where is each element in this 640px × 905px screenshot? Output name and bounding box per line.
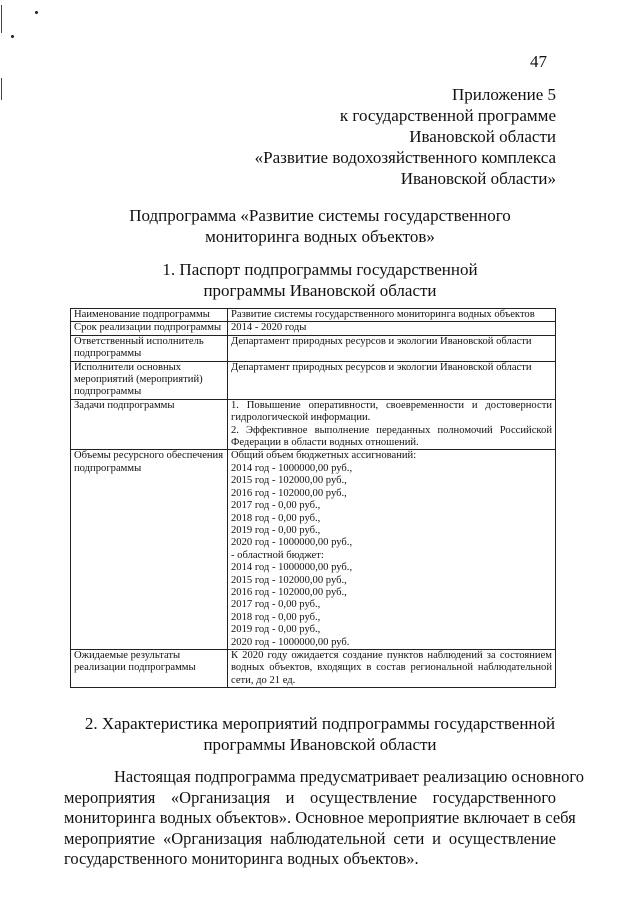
body-paragraph bbox=[64, 767, 584, 870]
row-value bbox=[228, 399, 556, 450]
page-number: 47 bbox=[530, 52, 547, 71]
row-label: Исполнители основных мероприятий (мероприятий) подпрограммы bbox=[71, 361, 228, 399]
row-value: Развитие системы государственного мониторинга водных объектов bbox=[228, 309, 556, 322]
row-label: Задачи подпрограммы bbox=[71, 399, 228, 450]
table-row bbox=[71, 361, 556, 399]
section-2-heading-line: программы Ивановской области bbox=[203, 735, 437, 754]
row-value: К 2020 году ожидается создание пунктов наблюдений за состоянием водных объектов, входящих в состав региональной наблюдательной сети, до 21 ед. bbox=[228, 649, 556, 687]
table-row bbox=[71, 322, 556, 335]
funding-line: 2017 год - 0,00 руб., bbox=[231, 599, 321, 611]
row-label: Объемы ресурсного обеспечения подпрограммы bbox=[71, 450, 228, 650]
scan-speck bbox=[11, 35, 14, 38]
funding-line: - областной бюджет: bbox=[231, 549, 324, 561]
task-item: 2. Эффективное выполнение переданных полномочий Российской Федерации в области водных отношений. bbox=[231, 424, 552, 449]
section-1-heading bbox=[0, 259, 640, 301]
row-label: Наименование подпрограммы bbox=[71, 309, 228, 322]
appendix-header bbox=[255, 84, 556, 189]
funding-line: 2017 год - 0,00 руб., bbox=[231, 500, 321, 512]
row-label: Ожидаемые результаты реализации подпрограммы bbox=[71, 649, 228, 687]
paragraph-line: государственного мониторинга водных объектов». bbox=[64, 849, 419, 868]
section-2-heading-line: 2. Характеристика мероприятий подпрограммы государственной bbox=[84, 714, 556, 733]
subprogram-title-line: Подпрограмма «Развитие системы государственного bbox=[129, 206, 511, 225]
scan-margin-mark bbox=[1, 5, 2, 33]
table-row bbox=[71, 399, 556, 450]
paragraph-line: Настоящая подпрограмма предусматривает реализацию основного bbox=[114, 767, 584, 786]
scan-margin-mark bbox=[1, 78, 2, 100]
funding-line: 2018 год - 0,00 руб., bbox=[231, 512, 321, 524]
row-value bbox=[228, 450, 556, 650]
paragraph-line: мероприятие «Организация наблюдательной сети и осуществление bbox=[64, 828, 556, 848]
task-item: 1. Повышение оперативности, своевременности и достоверности гидрологической информации. bbox=[231, 399, 552, 424]
funding-line: 2015 год - 102000,00 руб., bbox=[231, 574, 347, 586]
row-value: 2014 - 2020 годы bbox=[228, 322, 556, 335]
scan-speck bbox=[35, 11, 38, 14]
subprogram-title-line: мониторинга водных объектов» bbox=[205, 227, 435, 246]
appendix-line: Ивановской области bbox=[409, 127, 556, 146]
row-label: Срок реализации подпрограммы bbox=[71, 322, 228, 335]
paragraph-line: мероприятия «Организация и осуществление государственного bbox=[64, 787, 556, 807]
table-row bbox=[71, 450, 556, 650]
funding-line: 2018 год - 0,00 руб., bbox=[231, 611, 321, 623]
funding-line: 2020 год - 1000000,00 руб. bbox=[231, 636, 350, 648]
row-value: Департамент природных ресурсов и экологии Ивановской области bbox=[228, 335, 556, 361]
appendix-line: Ивановской области» bbox=[400, 169, 556, 188]
funding-line: 2014 год - 1000000,00 руб., bbox=[231, 562, 353, 574]
appendix-line: Приложение 5 bbox=[452, 85, 556, 104]
section-1-heading-line: 1. Паспорт подпрограммы государственной bbox=[162, 260, 478, 279]
section-1-heading-line: программы Ивановской области bbox=[203, 281, 437, 300]
section-2-heading bbox=[0, 713, 640, 755]
paragraph-line: мониторинга водных объектов». Основное мероприятие включает в себя bbox=[64, 808, 576, 827]
funding-line: 2015 год - 102000,00 руб., bbox=[231, 475, 347, 487]
subprogram-title bbox=[0, 205, 640, 247]
funding-line: 2016 год - 102000,00 руб., bbox=[231, 586, 347, 598]
table-row bbox=[71, 335, 556, 361]
appendix-line: к государственной программе bbox=[339, 106, 556, 125]
table-row bbox=[71, 649, 556, 687]
funding-line: 2019 год - 0,00 руб., bbox=[231, 624, 321, 636]
appendix-line: «Развитие водохозяйственного комплекса bbox=[254, 148, 556, 167]
passport-table bbox=[70, 308, 556, 688]
row-value: Департамент природных ресурсов и экологии Ивановской области bbox=[228, 361, 556, 399]
table-row bbox=[71, 309, 556, 322]
funding-line: 2014 год - 1000000,00 руб., bbox=[231, 462, 353, 474]
funding-line: 2019 год - 0,00 руб., bbox=[231, 524, 321, 536]
row-label: Ответственный исполнитель подпрограммы bbox=[71, 335, 228, 361]
funding-line: 2016 год - 102000,00 руб., bbox=[231, 487, 347, 499]
funding-line: 2020 год - 1000000,00 руб., bbox=[231, 537, 353, 549]
funding-line: Общий объем бюджетных ассигнований: bbox=[231, 450, 417, 462]
